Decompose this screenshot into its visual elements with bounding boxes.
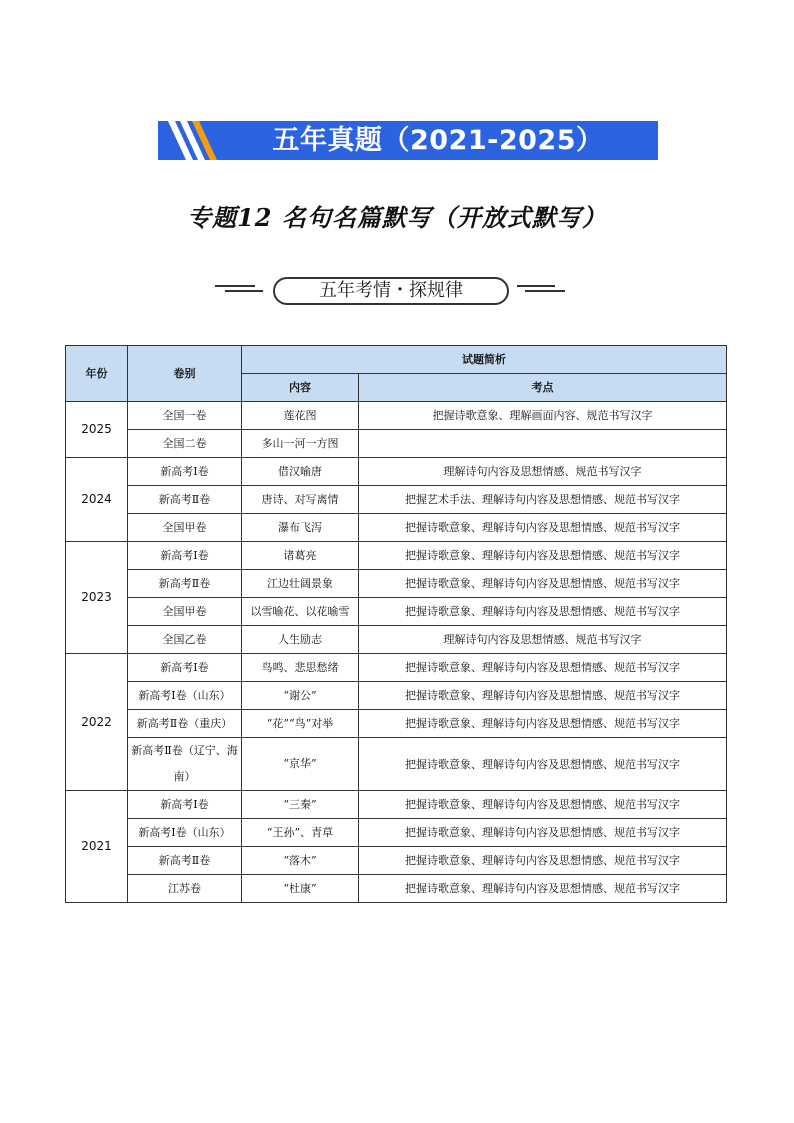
title-banner (158, 121, 658, 160)
paper-cell: 全国甲卷 (128, 514, 242, 542)
table-row (66, 458, 727, 486)
table-row (66, 402, 727, 430)
points-cell: 理解诗句内容及思想情感、规范书写汉字 (359, 458, 727, 486)
points-cell: 把握诗歌意象、理解诗句内容及思想情感、规范书写汉字 (359, 847, 727, 875)
left-lines-decoration (215, 285, 265, 295)
points-cell (359, 430, 727, 458)
points-cell: 把握诗歌意象、理解诗句内容及思想情感、规范书写汉字 (359, 654, 727, 682)
paper-cell: 新高考Ⅱ卷 (128, 486, 242, 514)
points-cell: 把握诗歌意象、理解诗句内容及思想情感、规范书写汉字 (359, 875, 727, 903)
header-paper: 卷别 (128, 346, 242, 402)
content-cell: 唐诗、对写离情 (242, 486, 359, 514)
content-cell: 借汉喻唐 (242, 458, 359, 486)
year-cell: 2025 (66, 402, 128, 458)
content-cell: 瀑布飞泻 (242, 514, 359, 542)
table-row (66, 514, 727, 542)
paper-cell: 新高考Ⅱ卷（重庆） (128, 710, 242, 738)
points-cell: 把握诗歌意象、理解诗句内容及思想情感、规范书写汉字 (359, 542, 727, 570)
section-heading (215, 277, 565, 303)
paper-cell: 新高考Ⅰ卷（山东） (128, 819, 242, 847)
banner-title: 五年真题（2021-2025） (272, 125, 604, 156)
page-subtitle: 专题12 名句名篇默写（开放式默写） (187, 203, 607, 232)
content-cell: “落木” (242, 847, 359, 875)
header-year: 年份 (66, 346, 128, 402)
content-cell: 诸葛亮 (242, 542, 359, 570)
paper-cell: 新高考Ⅰ卷 (128, 791, 242, 819)
table-row (66, 791, 727, 819)
points-cell: 把握诗歌意象、理解诗句内容及思想情感、规范书写汉字 (359, 682, 727, 710)
points-cell: 把握诗歌意象、理解画面内容、规范书写汉字 (359, 402, 727, 430)
paper-cell: 全国二卷 (128, 430, 242, 458)
table-row (66, 430, 727, 458)
points-cell: 把握诗歌意象、理解诗句内容及思想情感、规范书写汉字 (359, 514, 727, 542)
content-cell: 以雪喻花、以花喻雪 (242, 598, 359, 626)
table-row (66, 819, 727, 847)
content-cell: 江边壮阔景象 (242, 570, 359, 598)
content-cell: “杜康” (242, 875, 359, 903)
paper-cell: 江苏卷 (128, 875, 242, 903)
table-row (66, 682, 727, 710)
table-row (66, 626, 727, 654)
points-cell: 把握诗歌意象、理解诗句内容及思想情感、规范书写汉字 (359, 819, 727, 847)
header-content: 内容 (242, 374, 359, 402)
table-row (66, 542, 727, 570)
table-row (66, 710, 727, 738)
points-cell: 把握诗歌意象、理解诗句内容及思想情感、规范书写汉字 (359, 570, 727, 598)
points-cell: 把握诗歌意象、理解诗句内容及思想情感、规范书写汉字 (359, 598, 727, 626)
points-cell: 把握艺术手法、理解诗句内容及思想情感、规范书写汉字 (359, 486, 727, 514)
table-row (66, 654, 727, 682)
content-cell: “京华” (242, 738, 359, 791)
content-cell: “三秦” (242, 791, 359, 819)
paper-cell: 新高考Ⅱ卷 (128, 570, 242, 598)
paper-cell: 新高考Ⅱ卷（辽宁、海南） (128, 738, 242, 791)
paper-cell: 全国甲卷 (128, 598, 242, 626)
header-points: 考点 (359, 374, 727, 402)
content-cell: 人生励志 (242, 626, 359, 654)
content-cell: 莲花图 (242, 402, 359, 430)
right-lines-decoration (515, 285, 565, 295)
table-row (66, 847, 727, 875)
year-cell: 2023 (66, 542, 128, 654)
paper-cell: 新高考Ⅱ卷 (128, 847, 242, 875)
year-cell: 2022 (66, 654, 128, 791)
points-cell: 把握诗歌意象、理解诗句内容及思想情感、规范书写汉字 (359, 791, 727, 819)
content-cell: “王孙”、青草 (242, 819, 359, 847)
content-cell: “谢公” (242, 682, 359, 710)
paper-cell: 新高考Ⅰ卷 (128, 654, 242, 682)
paper-cell: 新高考Ⅰ卷 (128, 542, 242, 570)
table-row (66, 486, 727, 514)
table-row (66, 598, 727, 626)
paper-cell: 新高考Ⅰ卷 (128, 458, 242, 486)
paper-cell: 新高考Ⅰ卷（山东） (128, 682, 242, 710)
header-analysis: 试题简析 (242, 346, 727, 374)
content-cell: 多山一河一方图 (242, 430, 359, 458)
table-row (66, 875, 727, 903)
points-cell: 把握诗歌意象、理解诗句内容及思想情感、规范书写汉字 (359, 710, 727, 738)
table-row (66, 738, 727, 791)
content-cell: “花”“鸟”对举 (242, 710, 359, 738)
points-cell: 理解诗句内容及思想情感、规范书写汉字 (359, 626, 727, 654)
year-cell: 2024 (66, 458, 128, 542)
section-heading-label: 五年考情・探规律 (273, 277, 509, 305)
table-row (66, 570, 727, 598)
year-cell: 2021 (66, 791, 128, 903)
content-cell: 鸟鸣、悲思愁绪 (242, 654, 359, 682)
exam-analysis-table (65, 345, 727, 903)
points-cell: 把握诗歌意象、理解诗句内容及思想情感、规范书写汉字 (359, 738, 727, 791)
paper-cell: 全国乙卷 (128, 626, 242, 654)
paper-cell: 全国一卷 (128, 402, 242, 430)
